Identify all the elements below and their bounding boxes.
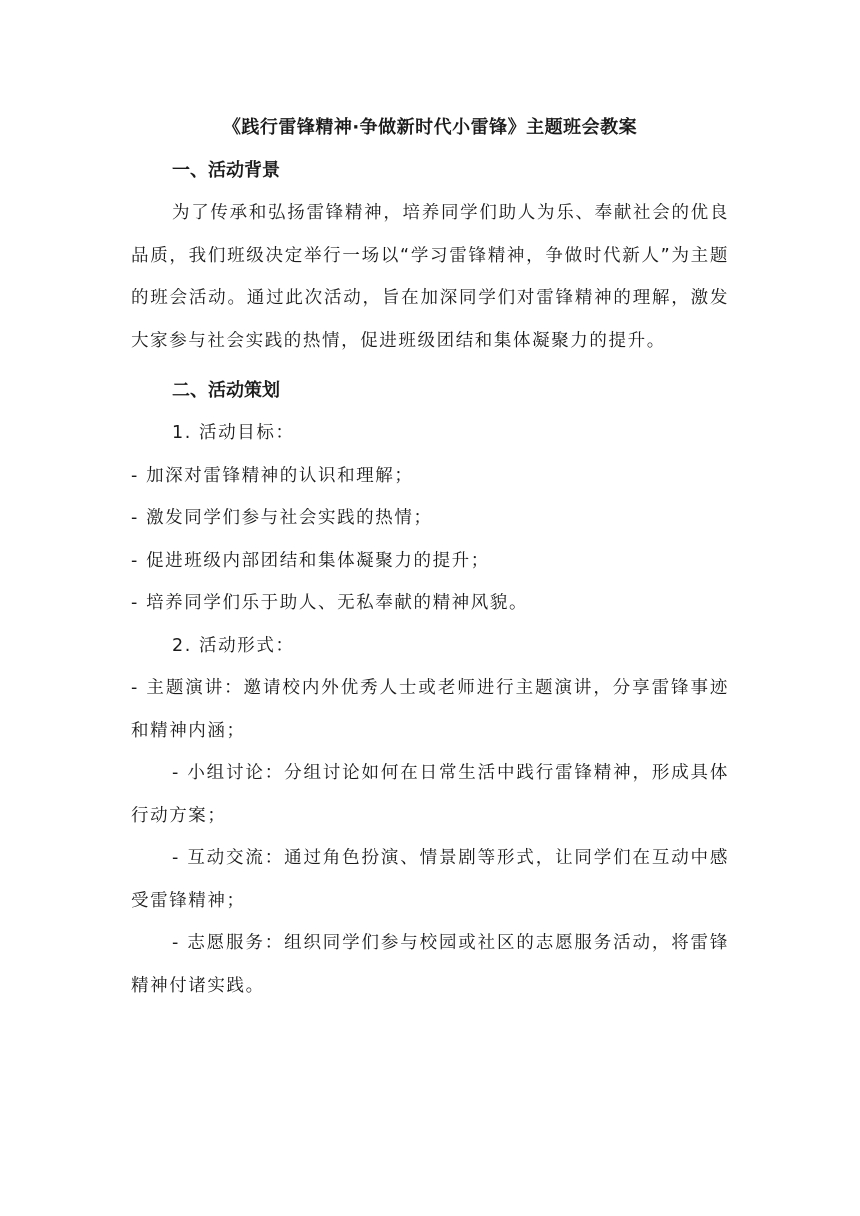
section-heading-planning: 二、活动策划: [172, 380, 280, 401]
form-item: - 志愿服务：组织同学们参与校园或社区的志愿服务活动，将雷锋精神付诸实践。: [131, 933, 729, 996]
form-label: 2. 活动形式：: [172, 635, 295, 656]
document-title: 《践行雷锋精神·争做新时代小雷锋》主题班会教案: [222, 117, 638, 138]
form-item: - 主题演讲：邀请校内外优秀人士或老师进行主题演讲，分享雷锋事迹和精神内涵；: [131, 678, 729, 741]
goal-item: - 培养同学们乐于助人、无私奉献的精神风貌。: [131, 593, 529, 613]
section-heading-background: 一、活动背景: [172, 160, 280, 181]
form-item: - 互动交流：通过角色扮演、情景剧等形式，让同学们在互动中感受雷锋精神；: [131, 848, 729, 911]
goal-label: 1. 活动目标：: [172, 423, 295, 443]
form-item: - 小组讨论：分组讨论如何在日常生活中践行雷锋精神，形成具体行动方案；: [131, 763, 729, 826]
document-body: [131, 156, 729, 1007]
background-paragraph: 为了传承和弘扬雷锋精神，培养同学们助人为乐、奉献社会的优良品质，我们班级决定举行一场以“学习雷锋精神，争做时代新人”为主题的班会活动。通过此次活动，旨在加深同学们对雷锋精神的理解，激发大家参与社会实践的热情，促进班级团结和集体凝聚力的提升。: [131, 203, 729, 351]
goal-item: - 激发同学们参与社会实践的热情；: [131, 508, 433, 528]
goal-item: - 促进班级内部团结和集体凝聚力的提升；: [131, 550, 490, 571]
goal-item: - 加深对雷锋精神的认识和理解；: [131, 465, 414, 486]
